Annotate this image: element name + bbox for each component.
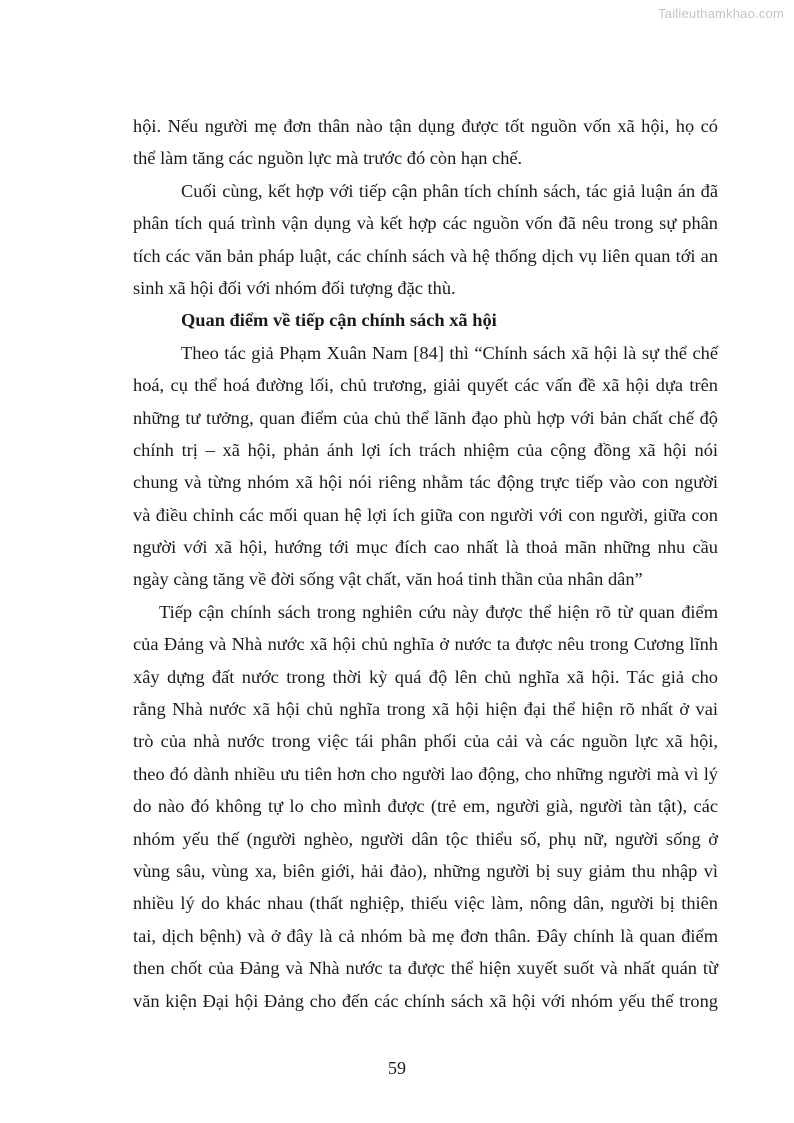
text-line: xây dựng đất nước trong thời kỳ quá độ lên chủ nghĩa xã hội. Tác giả cho (133, 666, 718, 687)
text-line: Cuối cùng, kết hợp với tiếp cận phân tích chính sách, tác giả luận án đã (181, 180, 718, 201)
text-line: Tiếp cận chính sách trong nghiên cứu này được thể hiện rõ từ quan điểm (159, 601, 718, 622)
text-line: nhiều lý do khác nhau (thất nghiệp, thiếu việc làm, nông dân, người bị thiên (133, 893, 718, 914)
text-line: sinh xã hội đối với nhóm đối tượng đặc thù. (133, 277, 456, 298)
text-line: Theo tác giả Phạm Xuân Nam [84] thì “Chính sách xã hội là sự thể chế (181, 342, 718, 363)
text-line: hoá, cụ thể hoá đường lối, chủ trương, giải quyết các vấn đề xã hội dựa trên (133, 375, 718, 396)
text-line: theo đó dành nhiều ưu tiên hơn cho người lao động, cho những người mà vì lý (133, 763, 718, 784)
text-line: tai, dịch bệnh) và ở đây là cả nhóm bà mẹ đơn thân. Đây chính là quan điểm (133, 925, 718, 946)
text-line: trò của nhà nước trong việc tái phân phối của cải và các nguồn lực xã hội, (133, 731, 718, 752)
text-line: rằng Nhà nước xã hội chủ nghĩa trong xã hội hiện đại thể hiện rõ nhất ở vai (133, 699, 718, 720)
section-heading: Quan điểm về tiếp cận chính sách xã hội (181, 310, 497, 331)
text-line: người với xã hội, hướng tới mục đích cao nhất là thoả mãn những nhu cầu (133, 537, 718, 558)
text-line: văn kiện Đại hội Đảng cho đến các chính sách xã hội với nhóm yếu thế trong (133, 990, 718, 1011)
document-body (133, 110, 718, 1017)
text-line: vùng sâu, vùng xa, biên giới, hải đảo), những người bị suy giảm thu nhập vì (133, 860, 718, 881)
text-line: phân tích quá trình vận dụng và kết hợp các nguồn vốn đã nêu trong sự phân (133, 213, 718, 234)
text-line: do nào đó không tự lo cho mình được (trẻ em, người già, người tàn tật), các (133, 796, 718, 817)
text-line: chính trị – xã hội, phản ánh lợi ích trách nhiệm của cộng đồng xã hội nói (133, 439, 718, 460)
text-line: chung và từng nhóm xã hội nói riêng nhằm tác động trực tiếp vào con người (133, 472, 718, 493)
text-line: nhóm yếu thế (người nghèo, người dân tộc thiểu số, phụ nữ, người sống ở (133, 828, 718, 849)
text-line: tích các văn bản pháp luật, các chính sách và hệ thống dịch vụ liên quan tới an (133, 245, 718, 266)
text-line: ngày càng tăng về đời sống vật chất, văn hoá tinh thần của nhân dân” (133, 569, 643, 590)
page-number: 59 (388, 1058, 406, 1078)
text-line: then chốt của Đảng và Nhà nước ta được thể hiện xuyết suốt và nhất quán từ (133, 958, 718, 979)
text-line: hội. Nếu người mẹ đơn thân nào tận dụng được tốt nguồn vốn xã hội, họ có (133, 116, 718, 136)
text-line: những tư tưởng, quan điểm của chủ thể lãnh đạo phù hợp với bản chất chế độ (133, 407, 718, 428)
text-line: thể làm tăng các nguồn lực mà trước đó còn hạn chế. (133, 148, 523, 169)
watermark-text: Tailieuthamkhao.com (658, 6, 784, 21)
text-line: và điều chỉnh các mối quan hệ lợi ích giữa con người với con người, giữa con (133, 504, 718, 525)
text-line: của Đảng và Nhà nước xã hội chủ nghĩa ở nước ta được nêu trong Cương lĩnh (133, 634, 718, 655)
